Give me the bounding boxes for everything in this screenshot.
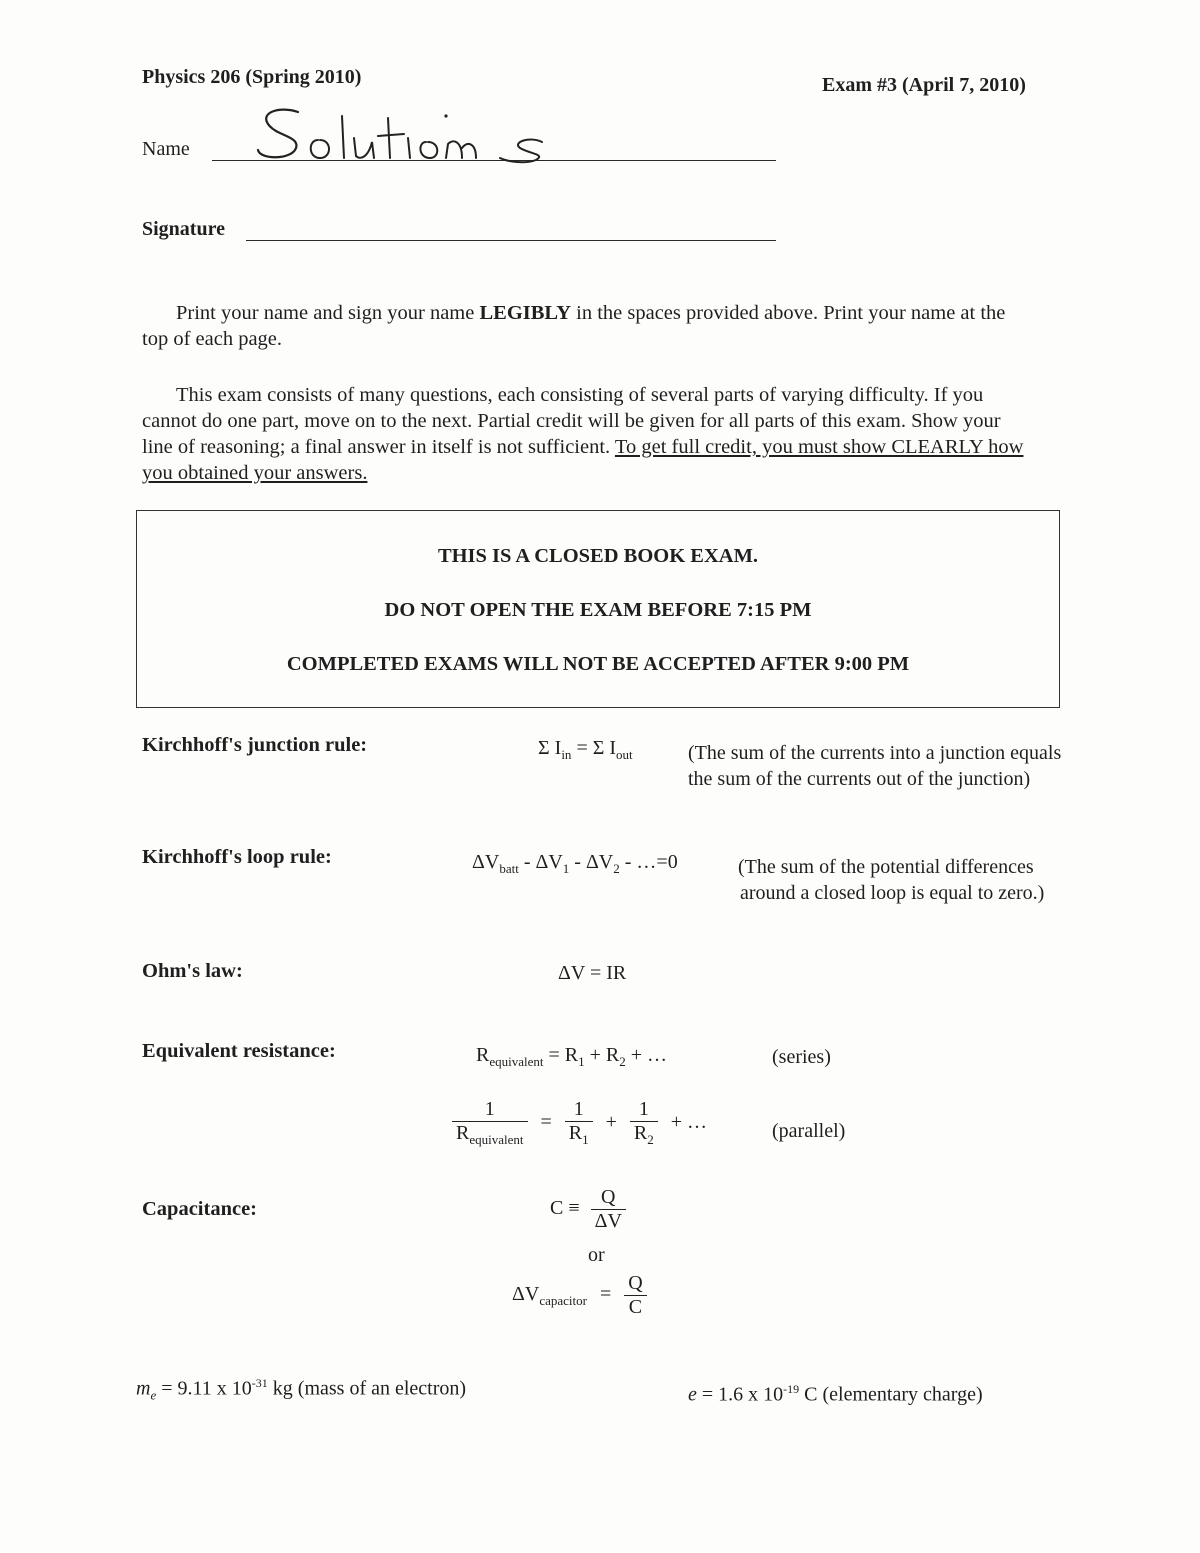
parallel-note: (parallel) bbox=[772, 1120, 846, 1142]
notice-closed-book: THIS IS A CLOSED BOOK EXAM. bbox=[437, 545, 759, 567]
equivalent-resistance-label: Equivalent resistance: bbox=[142, 1040, 336, 1062]
name-label: Name bbox=[142, 138, 190, 160]
loop-rule-label: Kirchhoff's loop rule: bbox=[142, 846, 332, 868]
capacitance-or: or bbox=[588, 1244, 605, 1266]
ohms-law-label: Ohm's law: bbox=[142, 960, 243, 982]
notice-start-time: DO NOT OPEN THE EXAM BEFORE 7:15 PM bbox=[384, 599, 812, 621]
parallel-resistance-equation: $\frac{1}{R_{equivalent}}$ = $\frac{1}{R_1}$ + $\frac{1}{R_2}$ + … bbox=[452, 1098, 707, 1148]
handwritten-name bbox=[250, 102, 550, 166]
ohms-law-equation: ΔV = IR bbox=[558, 962, 627, 984]
junction-rule-label: Kirchhoff's junction rule: bbox=[142, 734, 368, 756]
series-note: (series) bbox=[772, 1046, 831, 1068]
parallel-term-2: $\frac{1}{R_2}$ bbox=[630, 1098, 658, 1148]
parallel-lhs-fraction: $\frac{1}{R_{equivalent}}$ bbox=[452, 1098, 528, 1148]
course-title: Physics 206 (Spring 2010) bbox=[142, 66, 362, 88]
instructions-paragraph-1: Print your name and sign your name LEGIBLY in the spaces provided above. Print your name at the top of each page. bbox=[142, 302, 1006, 350]
signature-label: Signature bbox=[142, 218, 225, 240]
notice-end-time: COMPLETED EXAMS WILL NOT BE ACCEPTED AFTER 9:00 PM bbox=[286, 653, 910, 675]
instructions-paragraph-2: This exam consists of many questions, each consisting of several parts of varying difficulty. If you cannot do one part, move on to the next. Partial credit will be given for all parts of this exam. Show your line of reasoning; a final answer in itself is not sufficient. To get full credit, you must show CLEARLY how you obtained your answers. bbox=[142, 384, 1024, 484]
elementary-charge-constant: e = 1.6 x $10^{-19}$ C (elementary charge) bbox=[688, 1382, 983, 1406]
parallel-term-1: $\frac{1}{R_1}$ bbox=[565, 1098, 593, 1148]
loop-rule-equation: $\Delta V_{batt} - \Delta V_1 - \Delta V_2$ - …=0 bbox=[472, 851, 678, 876]
signature-line bbox=[246, 240, 776, 241]
junction-rule-equation: Σ $I_{in} = \Sigma$ $I_{out}$ bbox=[538, 737, 633, 762]
capacitance-definition: C ≡ $\frac{Q}{\Delta V}$ bbox=[550, 1186, 626, 1233]
capacitor-voltage-equation: $\Delta V_{capacitor}$ = $\frac{Q}{C}$ bbox=[512, 1272, 647, 1319]
loop-rule-note: (The sum of the potential differences around a closed loop is equal to zero.) bbox=[738, 856, 1045, 904]
series-resistance-equation: $R_{equivalent} = R_1 + R_2$ + … bbox=[476, 1044, 668, 1069]
junction-rule-note: (The sum of the currents into a junction equals the sum of the currents out of the junction) bbox=[688, 742, 1062, 790]
electron-mass-constant: $m_e = 9.11$ x $10^{-31}$ kg (mass of an electron) bbox=[136, 1376, 467, 1403]
exam-title: Exam #3 (April 7, 2010) bbox=[822, 74, 1026, 96]
exam-notice-box bbox=[136, 510, 1060, 708]
capacitance-label: Capacitance: bbox=[142, 1198, 258, 1220]
